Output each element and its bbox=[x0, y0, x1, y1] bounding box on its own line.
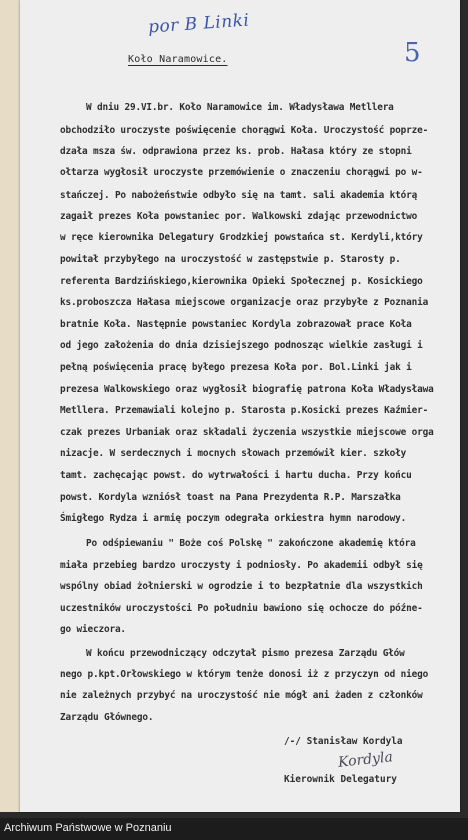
text-line: dzała msza św. odprawiona przez ks. prob. Hałasa który ze stopni bbox=[60, 146, 412, 157]
text-line: ołtarza wygłosił uroczyste przemówienie o znaczeniu chorągwi po w- bbox=[60, 167, 423, 178]
signature-title: Kierownik Delegatury bbox=[284, 774, 397, 785]
text-line: Zarządu Głównego. bbox=[60, 712, 154, 723]
handwritten-note: por B Linki bbox=[147, 10, 251, 38]
handwritten-signature: Kordyla bbox=[337, 749, 394, 771]
text-line: obchodziło uroczyste poświęcenie chorągwi Koła. Uroczystość poprze- bbox=[60, 125, 429, 136]
adjacent-page-edge bbox=[0, 0, 21, 812]
text-line: referenta Bardzińskiego,kierownika Opieki Społecznej p. Kosickiego bbox=[60, 276, 423, 287]
text-line: prezesa Walkowskiego oraz wygłosił biografię patrona Koła Władysława bbox=[60, 384, 434, 395]
archive-name: Archiwum Państwowe w Poznaniu bbox=[4, 822, 172, 834]
text-line: go wieczora. bbox=[60, 624, 126, 635]
text-line: bratnie Koła. Następnie powstaniec Kordyla zobrazował prace Koła bbox=[60, 319, 412, 330]
text-line: W dniu 29.VI.br. Koło Naramowice im. Władysława Metllera bbox=[86, 102, 394, 113]
text-line: nego p.kpt.Orłowskiego w którym tenże donosi iż z przyczyn od niego bbox=[60, 669, 429, 680]
text-line: pełną poświęcenia pracę byłego prezesa Koła por. Bol.Linki jak i bbox=[60, 362, 412, 373]
text-line: Po odśpiewaniu " Boże coś Polskę " zakończone akademię która bbox=[86, 538, 416, 549]
text-line: nizacje. W serdecznych i mocnych słowach przemówił kier. szkoły bbox=[60, 448, 407, 459]
text-line: tamt. zachęcając powst. do wytrwałości i hartu ducha. Przy końcu bbox=[60, 470, 412, 481]
text-line: wspólny obiad żołnierski w ogrodzie i to bezpłatnie dla wszystkich bbox=[60, 581, 423, 592]
text-line: ks.proboszcza Hałasa miejscowe organizacje oraz przybyłe z Poznania bbox=[60, 297, 429, 308]
text-line: w ręce kierownika Delegatury Grodzkiej powstańca st. Kerdyli,który bbox=[60, 232, 423, 243]
text-line: od jego założenia do dnia dzisiejszego podnosząc wielkie zasługi i bbox=[60, 340, 423, 351]
text-line: czak prezes Urbaniak oraz składali życzenia wszystkie miejscowe orga bbox=[60, 427, 434, 438]
page-number: 5 bbox=[404, 38, 421, 68]
archive-footer bbox=[0, 818, 468, 840]
text-line: powst. Kordyla wzniósł toast na Pana Prezydenta R.P. Marszałka bbox=[60, 492, 401, 503]
text-line: powitał przybyłego na uroczystość w zastępstwie p. Starosty p. bbox=[60, 254, 401, 265]
text-line: miała przebieg bardzo uroczysty i podniosły. Po akademii odbył się bbox=[60, 560, 423, 571]
text-line: uczestników uroczystości Po południu bawiono się ochocze do późne- bbox=[60, 603, 423, 614]
text-line: stańczej. Po nabożeństwie odbyło się na tamt. sali akademia którą bbox=[60, 190, 418, 201]
text-line: Śmigłego Rydza i armię poczym odegrała orkiestra hymn narodowy. bbox=[60, 513, 407, 524]
text-line: nie zależnych przybyć na uroczystość nie mógł ani żaden z członków bbox=[60, 690, 423, 701]
text-line: Metllera. Przemawiali kolejno p. Starosta p.Kosicki prezes Kaźmier- bbox=[60, 405, 429, 416]
document-page bbox=[20, 0, 460, 812]
text-line: zagaił prezes Koła powstaniec por. Walkowski zdając przewodnictwo bbox=[60, 211, 418, 222]
signature-name: /-/ Stanisław Kordyla bbox=[284, 736, 403, 747]
document-heading: Koło Naramowice. bbox=[128, 54, 228, 65]
text-line: W końcu przewodniczący odczytał pismo prezesa Zarządu Głów bbox=[86, 648, 405, 659]
